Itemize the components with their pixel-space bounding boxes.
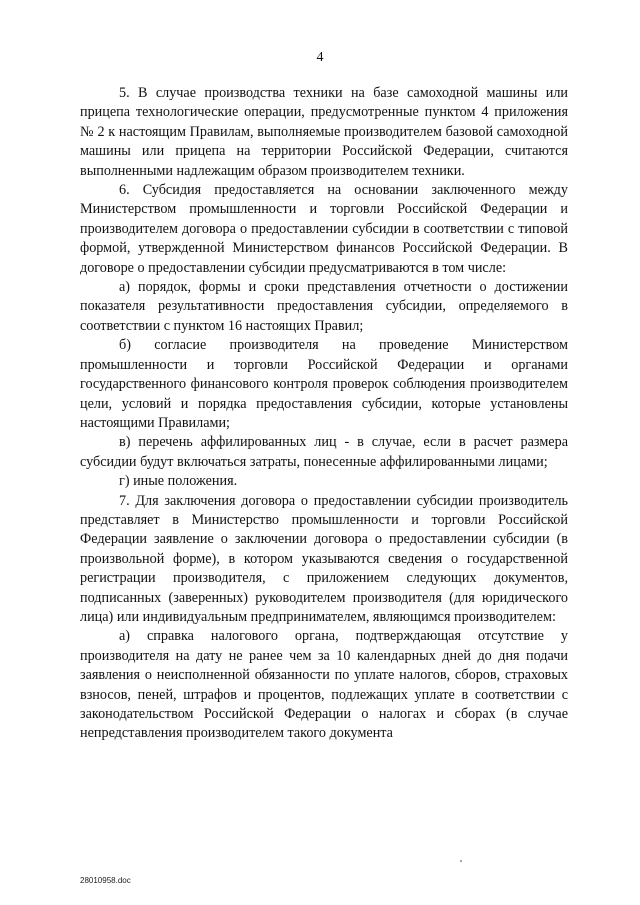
paragraph-6: 6. Субсидия предоставляется на основании заключенного между Министерством промышленности и торговли Российской Федерации и производителем договора о предоставлении субсидии в соответствии с типовой формой, утвержденной Министерством финансов Российской Федерации. В договоре о предоставлении субсидии предусматриваются в том числе: — [80, 182, 568, 276]
paragraph-6b: б) согласие производителя на проведение Министерством промышленности и торговли Российской Федерации и органами государственного финансового контроля проверок соблюдения производителем цели, условий и порядка предоставления субсидии, которые установлены настоящими Правилами; — [80, 337, 568, 431]
paragraph-6a: а) порядок, формы и сроки представления отчетности о достижении показателя результативности предоставления субсидии, определяемого в соответствии с пунктом 16 настоящих Правил; — [80, 279, 568, 334]
paragraph-7a: а) справка налогового органа, подтверждающая отсутствие у производителя на дату не ранее чем за 10 календарных дней до дня подачи заявления о неисполненной обязанности по уплате налогов, сборов, страховых взносов, пеней, штрафов и процентов, подлежащих уплате в соответствии с законодательством Российской Федерации о налогах и сборах (в случае непредставления производителем такого документа — [80, 628, 568, 742]
page-number: 4 — [316, 50, 324, 65]
paragraph-6d: г) иные положения. — [119, 473, 238, 490]
paragraph-5: 5. В случае производства техники на базе самоходной машины или прицепа технологические операции, предусмотренные пунктом 4 приложения № 2 к настоящим Правилам, выполняемые производителем базовой самоходной машины или прицепа на территории Российской Федерации, считаются выполненными надлежащим образом производителем техники. — [80, 85, 568, 179]
footer-filename: 28010958.doc — [80, 876, 131, 885]
scan-speck — [460, 860, 462, 862]
paragraph-6c: в) перечень аффилированных лиц - в случае, если в расчет размера субсидии будут включаться затраты, понесенные аффилированными лицами; — [80, 434, 568, 470]
paragraph-7: 7. Для заключения договора о предоставлении субсидии производитель представляет в Министерство промышленности и торговли Российской Федерации заявление о заключении договора о предоставлении субсидии (в произвольной форме), в котором указываются сведения о государственной регистрации производителя, с приложением следующих документов, подписанных (заверенных) руководителем производителя (для юридического лица) или индивидуальным предпринимателем, являющимся производителем: — [80, 492, 568, 625]
document-body — [80, 84, 568, 744]
